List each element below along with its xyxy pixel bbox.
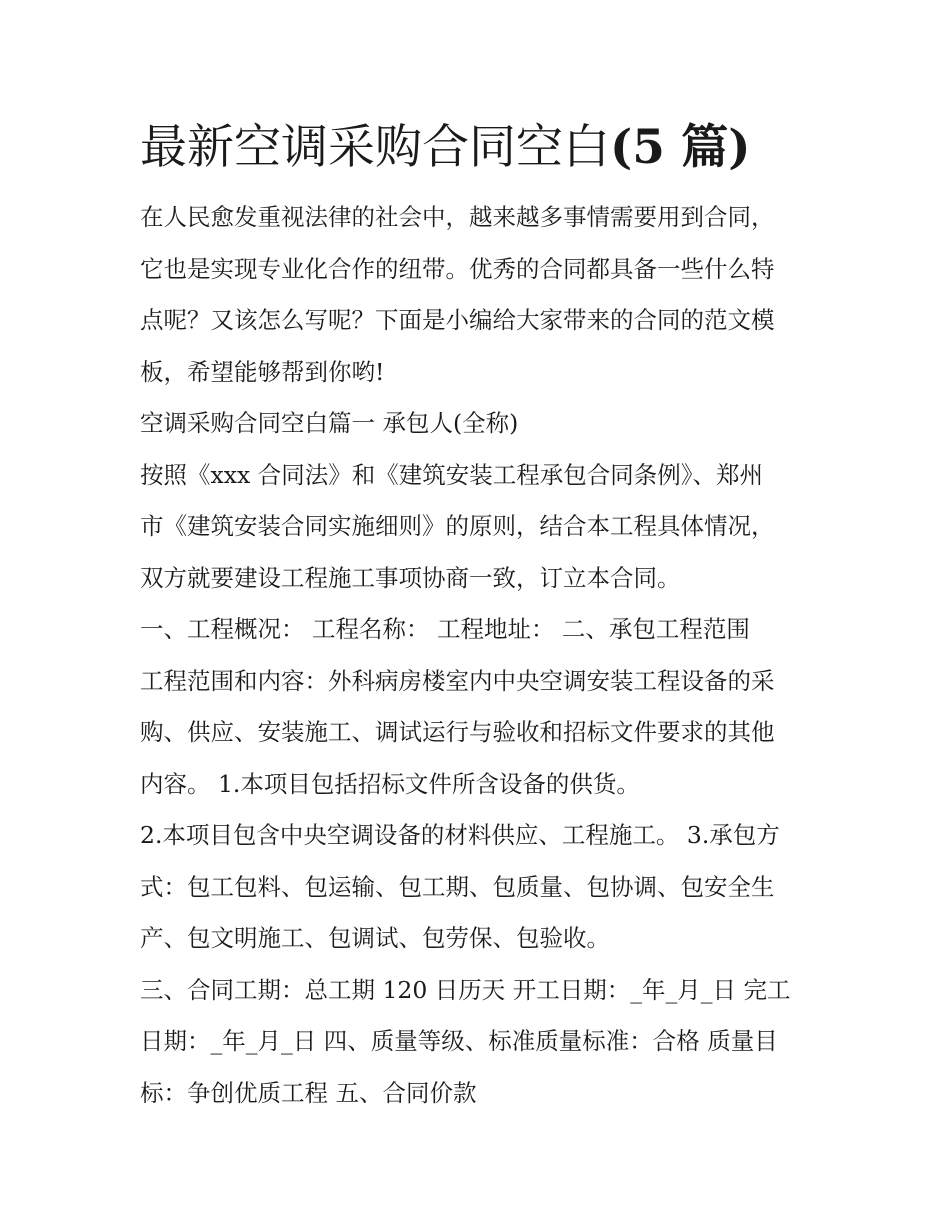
text-line: 在人民愈发重视法律的社会中，越来越多事情需要用到合同，	[140, 203, 775, 231]
document-title-main: 最新空调采购合同空白	[140, 120, 610, 175]
text-line: 日期：_年_月_日 四、质量等级、标准质量标准：合格 质量目	[140, 1027, 778, 1055]
text-line: 市《建筑安装合同实施细则》的原则，结合本工程具体情况，	[140, 512, 775, 540]
text-line: 2.本项目包含中央空调设备的材料供应、工程施工。 3.承包方	[140, 821, 780, 849]
text-line: 双方就要建设工程施工事项协商一致，订立本合同。	[140, 563, 681, 592]
text-line: 点呢？又该怎么写呢？下面是小编给大家带来的合同的范文模	[140, 306, 775, 334]
section-heading: 空调采购合同空白篇一 承包人(全称)	[140, 409, 519, 437]
text-line: 三、合同工期：总工期 120 日历天 开工日期：_年_月_日 完工	[140, 975, 791, 1004]
text-line: 它也是实现专业化合作的纽带。优秀的合同都具备一些什么特	[140, 254, 775, 283]
text-line: 内容。 1.本项目包括招标文件所含设备的供货。	[140, 769, 640, 798]
document-title-suffix: (5 篇)	[610, 120, 751, 175]
text-line: 板，希望能够帮到你哟!	[140, 357, 385, 386]
text-line: 产、包文明施工、包调试、包劳保、包验收。	[140, 924, 610, 952]
text-line: 式：包工包料、包运输、包工期、包质量、包协调、包安全生	[140, 872, 775, 901]
text-line: 一、工程概况： 工程名称： 工程地址： 二、承包工程范围	[140, 615, 750, 643]
text-line: 购、供应、安装施工、调试运行与验收和招标文件要求的其他	[140, 718, 775, 746]
document-body	[140, 112, 820, 1119]
text-line: 按照《xxx 合同法》和《建筑安装工程承包合同条例》、郑州	[140, 460, 763, 489]
text-line: 工程范围和内容：外科病房楼室内中央空调安装工程设备的采	[140, 666, 775, 695]
text-line: 标：争创优质工程 五、合同价款	[140, 1078, 477, 1107]
document-title	[140, 112, 820, 184]
